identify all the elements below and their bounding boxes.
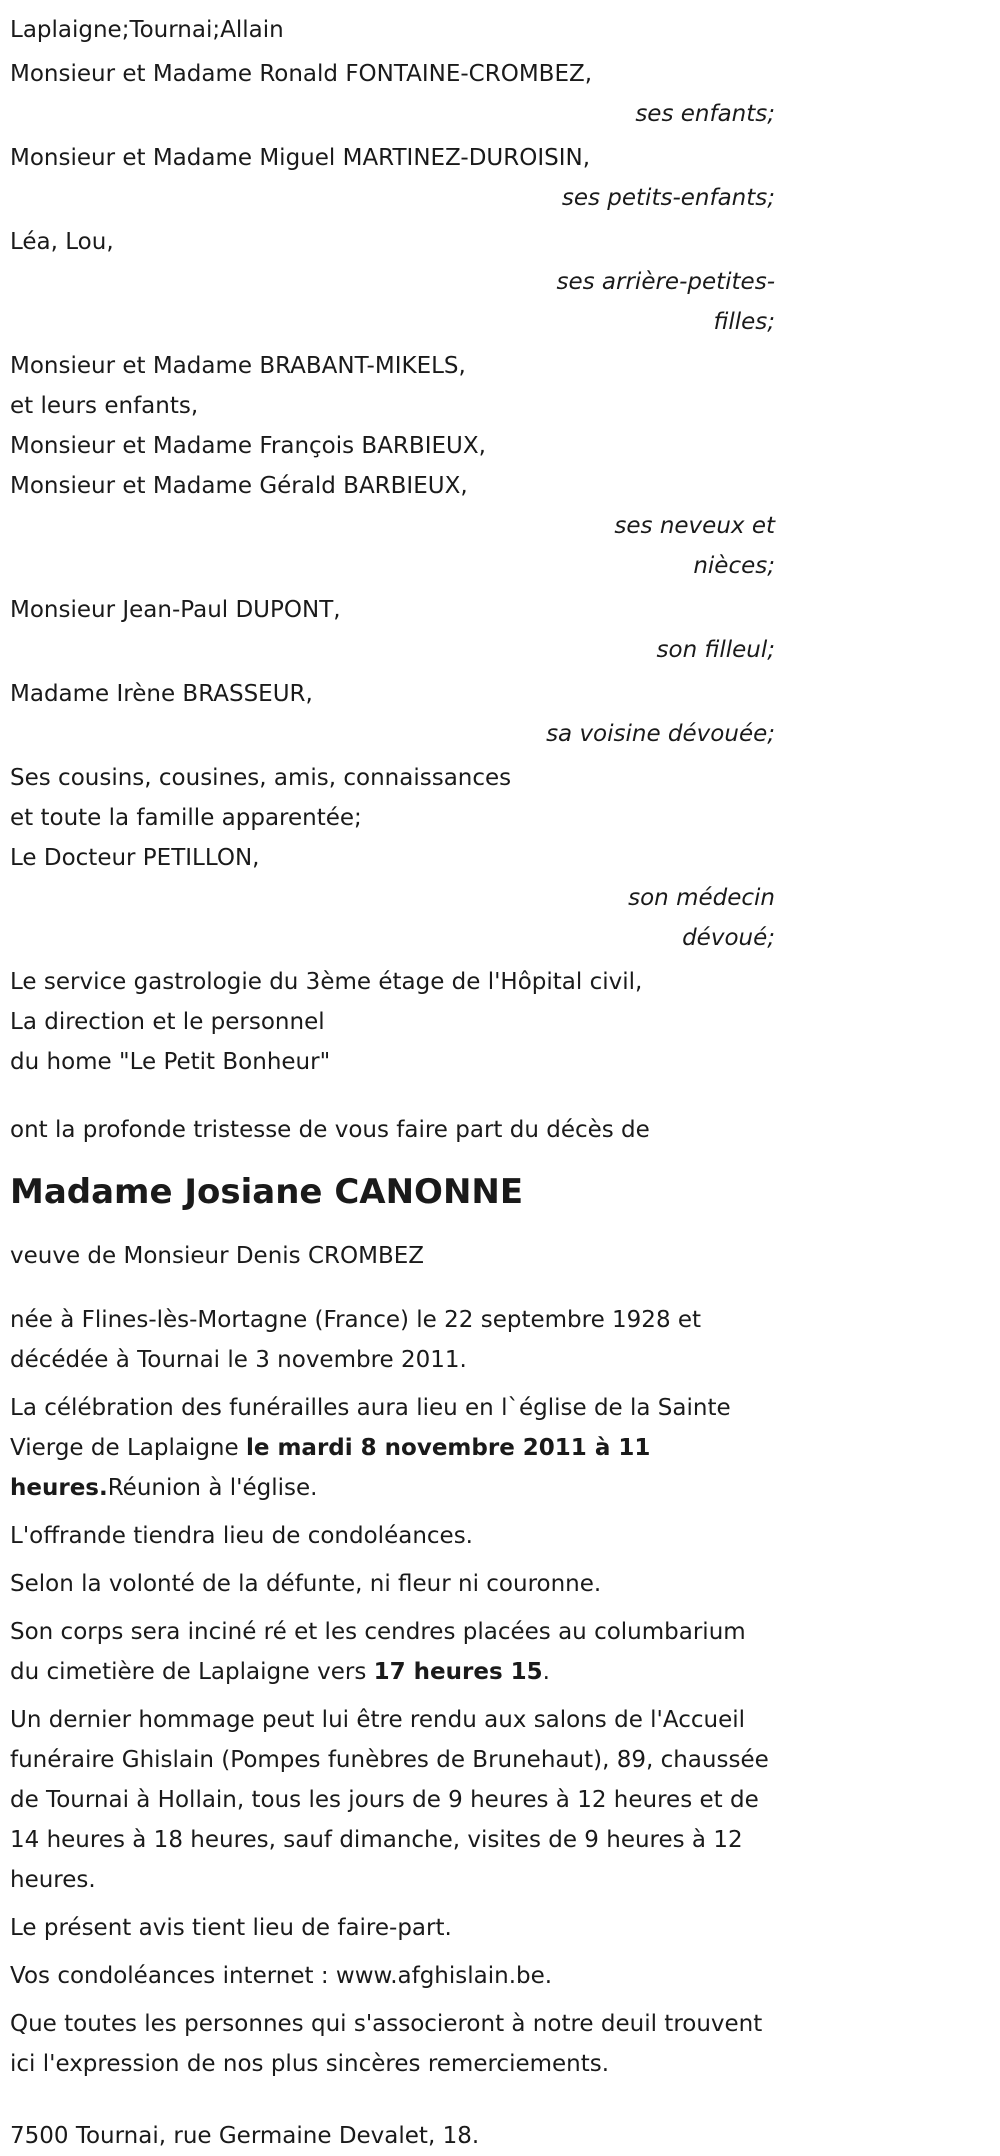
condolences-web: Vos condoléances internet : www.afghislain.be. <box>10 1963 553 1989</box>
family-relation: son filleul; <box>656 637 775 663</box>
flowers: Selon la volonté de la défunte, ni fleur ni couronne. <box>10 1571 602 1597</box>
cremation-text: Son corps sera inciné ré et les cendres placées au columbarium du cimetière de Laplaigne vers <box>10 1619 746 1685</box>
address: 7500 Tournai, rue Germaine Devalet, 18. <box>10 2123 480 2149</box>
cremation-paragraph <box>10 1612 775 1692</box>
family-group-neighbour <box>10 674 775 754</box>
cremation-time: 17 heures 15 <box>373 1659 543 1685</box>
family-names: Monsieur Jean-Paul DUPONT, <box>10 597 341 623</box>
offering: L'offrande tiendra lieu de condoléances. <box>10 1523 473 1549</box>
family-relation: ses arrière-petites- filles; <box>556 269 775 335</box>
family-group-godson <box>10 590 775 670</box>
cremation-end: . <box>542 1659 550 1685</box>
header-places: Laplaigne;Tournai;Allain <box>10 17 284 43</box>
funeral-paragraph <box>10 1388 775 1508</box>
family-group-nephews <box>10 346 775 586</box>
family-names: Madame Irène BRASSEUR, <box>10 681 313 707</box>
family-relation: ses enfants; <box>635 101 775 127</box>
family-group-doctor <box>10 758 775 958</box>
widow-of: veuve de Monsieur Denis CROMBEZ <box>10 1243 425 1269</box>
family-relation: ses petits-enfants; <box>561 185 775 211</box>
institutions: Le service gastrologie du 3ème étage de l'Hôpital civil, La direction et le personnel du home "Le Petit Bonheur" <box>10 969 643 1075</box>
family-group-children <box>10 54 775 134</box>
tribute: Un dernier hommage peut lui être rendu aux salons de l'Accueil funéraire Ghislain (Pompes funèbres de Brunehaut), 89, chaussée de Tournai à Hollain, tous les jours de 9 heures à 12 heures et de 14 heures à 18 heures, sauf dimanche, visites de 9 heures à 12 heures. <box>10 1707 769 1893</box>
notice: Le présent avis tient lieu de faire-part. <box>10 1915 452 1941</box>
family-names: Ses cousins, cousines, amis, connaissances et toute la famille apparentée; Le Docteur PETILLON, <box>10 765 512 871</box>
funeral-gathering: Réunion à l'église. <box>107 1475 318 1501</box>
family-group-great-grandchildren <box>10 222 775 342</box>
deceased-name: Madame Josiane CANONNE <box>10 1172 524 1212</box>
family-relation: ses neveux et nièces; <box>614 513 775 579</box>
family-names: Monsieur et Madame Miguel MARTINEZ-DUROISIN, <box>10 145 591 171</box>
family-relation: sa voisine dévouée; <box>546 721 775 747</box>
family-relation: son médecin dévoué; <box>628 885 775 951</box>
family-names: Léa, Lou, <box>10 229 114 255</box>
birth-death: née à Flines-lès-Mortagne (France) le 22 septembre 1928 et décédée à Tournai le 3 novembre 2011. <box>10 1307 702 1373</box>
funeral-text: La célébration des funérailles aura lieu en l`église de la Sainte Vierge de Laplaigne <box>10 1395 731 1461</box>
family-names: Monsieur et Madame Ronald FONTAINE-CROMBEZ, <box>10 61 593 87</box>
family-names: Monsieur et Madame BRABANT-MIKELS, et leurs enfants, Monsieur et Madame François BARBIEUX, Monsieur et Madame Gérald BARBIEUX, <box>10 353 486 499</box>
funeral-date: le mardi 8 novembre 2011 à 11 heures. <box>10 1435 651 1501</box>
thanks: Que toutes les personnes qui s'associeront à notre deuil trouvent ici l'expression de nos plus sincères remerciements. <box>10 2011 763 2077</box>
family-group-grandchildren <box>10 138 775 218</box>
announcement: ont la profonde tristesse de vous faire part du décès de <box>10 1117 650 1143</box>
